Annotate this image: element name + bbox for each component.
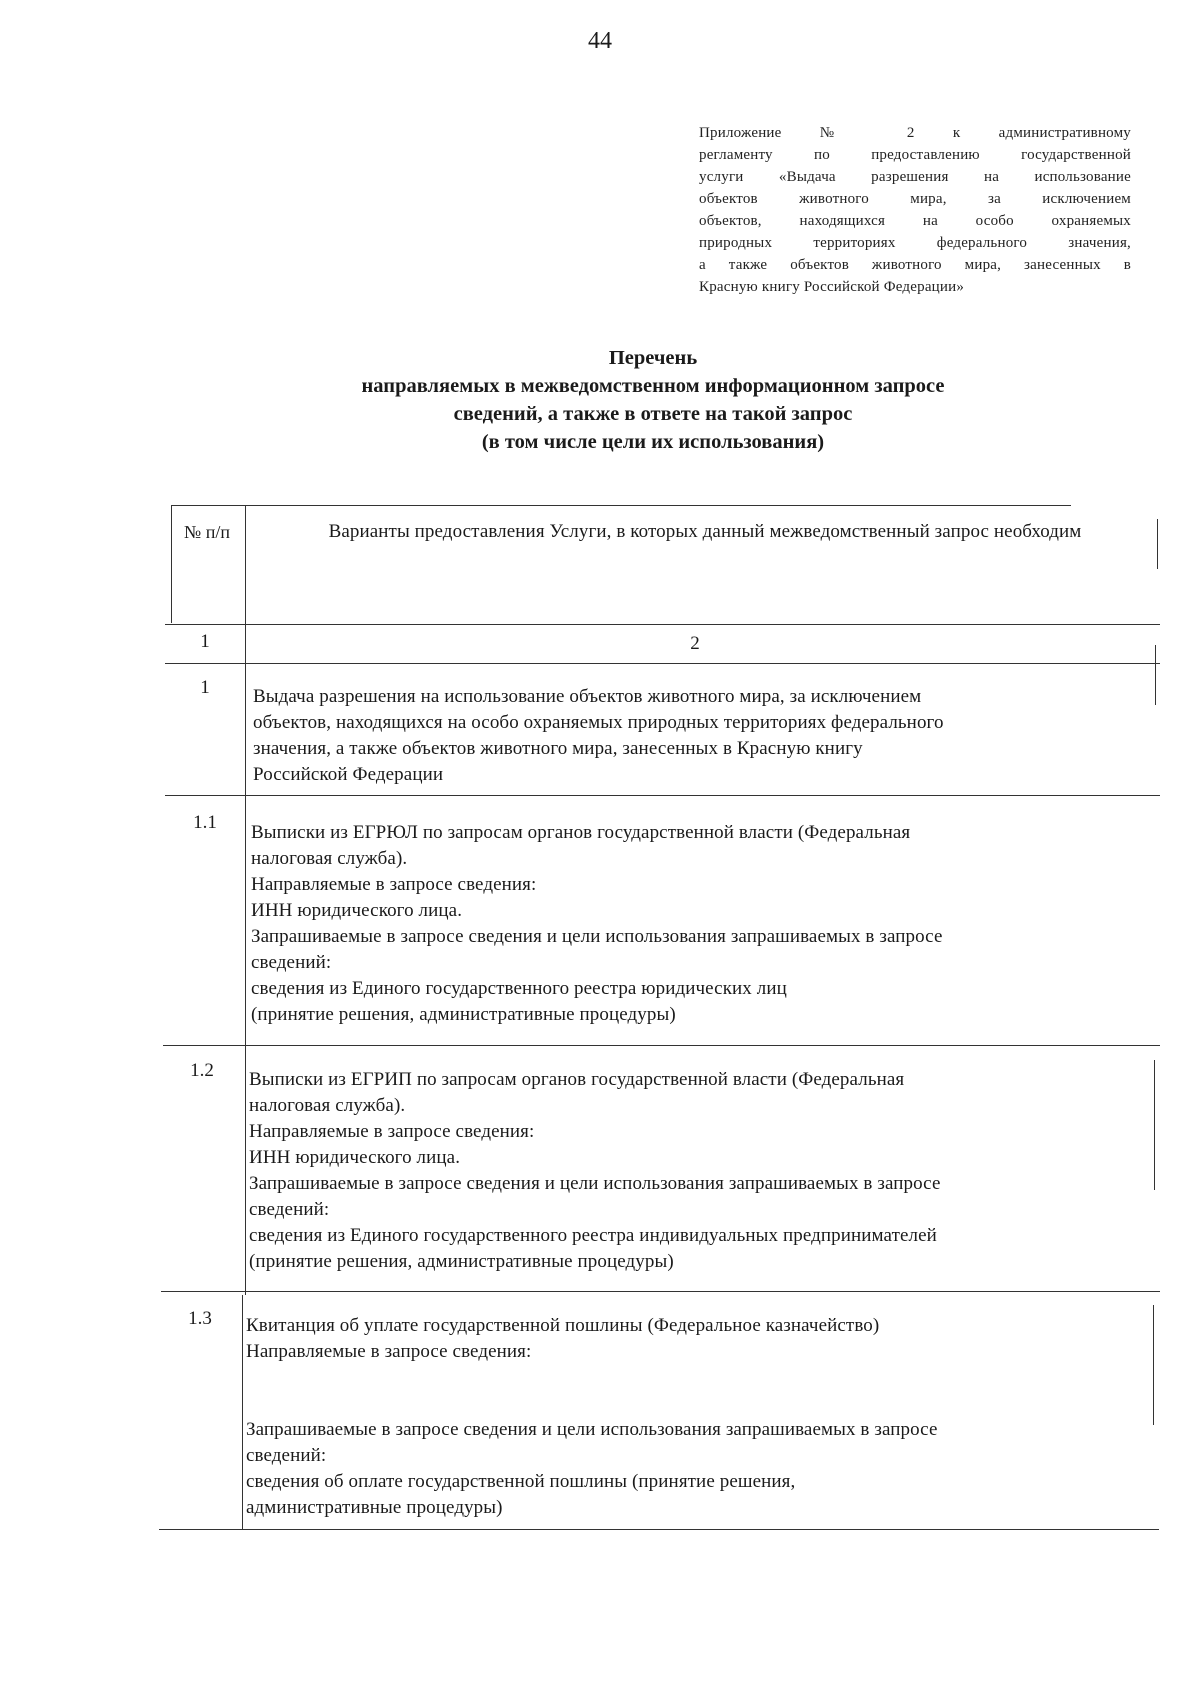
table-rule: [1157, 519, 1158, 569]
table-rule: [161, 1291, 1160, 1292]
table-rule: [165, 663, 1160, 664]
appendix-line: объектов, находящихся на особо охраняемых: [699, 213, 1131, 229]
header-number-label: № п/п: [184, 522, 230, 542]
appendix-line: регламенту по предоставлению государственной: [699, 147, 1131, 163]
title-line: (в том числе цели их использования): [481, 431, 825, 453]
table-row-number: 1.1: [193, 812, 217, 833]
appendix-note: [699, 122, 1131, 298]
table-rule: [165, 624, 1160, 625]
table-row-number: 1.2: [190, 1060, 214, 1081]
interagency-request-table: [165, 505, 1160, 1540]
appendix-line: Красную книгу Российской Федерации»: [699, 279, 965, 295]
table-rule: [1153, 1305, 1154, 1425]
title-line: Перечень: [608, 347, 698, 369]
appendix-line: природных территориях федерального значения,: [699, 235, 1131, 251]
appendix-line: а также объектов животного мира, занесенных в: [699, 257, 1131, 273]
appendix-line: Приложение № 2 к административному: [699, 125, 1131, 141]
title-line: направляемых в межведомственном информационном запросе: [361, 375, 945, 397]
appendix-line: услуги «Выдача разрешения на использование: [699, 169, 1131, 185]
document-title: [200, 344, 1106, 456]
column-number: 1: [200, 631, 210, 652]
table-rule: [245, 505, 246, 1295]
table-row-number: 1: [200, 677, 210, 698]
table-rule: [165, 795, 1160, 796]
table-row-text: Квитанция об уплате государственной пошлины (Федеральное казначейство) Направляемые в запросе сведения: Запрашиваемые в запросе сведения и цели использования запрашиваемых в запросе сведений: сведения об оплате государственной пошлины (принятие решения, административные процедуры): [246, 1315, 938, 1518]
table-row-text: Выдача разрешения на использование объектов животного мира, за исключением объектов, находящихся на особо охраняемых природных территориях федерального значения, а также объектов животного мира, занесенных в Красную книгу Российской Федерации: [253, 686, 944, 785]
column-number: 2: [690, 633, 700, 654]
table-rule: [242, 1295, 243, 1529]
table-rule: [163, 1045, 1160, 1046]
table-row-number: 1.3: [188, 1308, 212, 1329]
appendix-line: объектов животного мира, за исключением: [699, 191, 1131, 207]
header-variants-label: Варианты предоставления Услуги, в которых данный межведомственный запрос необходим: [328, 521, 1082, 542]
table-rule: [1154, 1060, 1155, 1190]
title-line: сведений, а также в ответе на такой запрос: [453, 403, 853, 425]
page-number: 44: [588, 28, 612, 54]
table-rule: [159, 1529, 1159, 1530]
table-rule: [171, 505, 1071, 506]
table-row-text: Выписки из ЕГРИП по запросам органов государственной власти (Федеральная налоговая служба). Направляемые в запросе сведения: ИНН юридического лица. Запрашиваемые в запросе сведения и цели использования запрашиваемых в запросе сведений: сведения из Единого государственного реестра индивидуальных предпринимателей (принятие решения, административные процедуры): [249, 1069, 941, 1272]
table-row-text: Выписки из ЕГРЮЛ по запросам органов государственной власти (Федеральная налоговая служба). Направляемые в запросе сведения: ИНН юридического лица. Запрашиваемые в запросе сведения и цели использования запрашиваемых в запросе сведений: сведения из Единого государственного реестра юридических лиц (принятие решения, административные процедуры): [251, 822, 943, 1025]
